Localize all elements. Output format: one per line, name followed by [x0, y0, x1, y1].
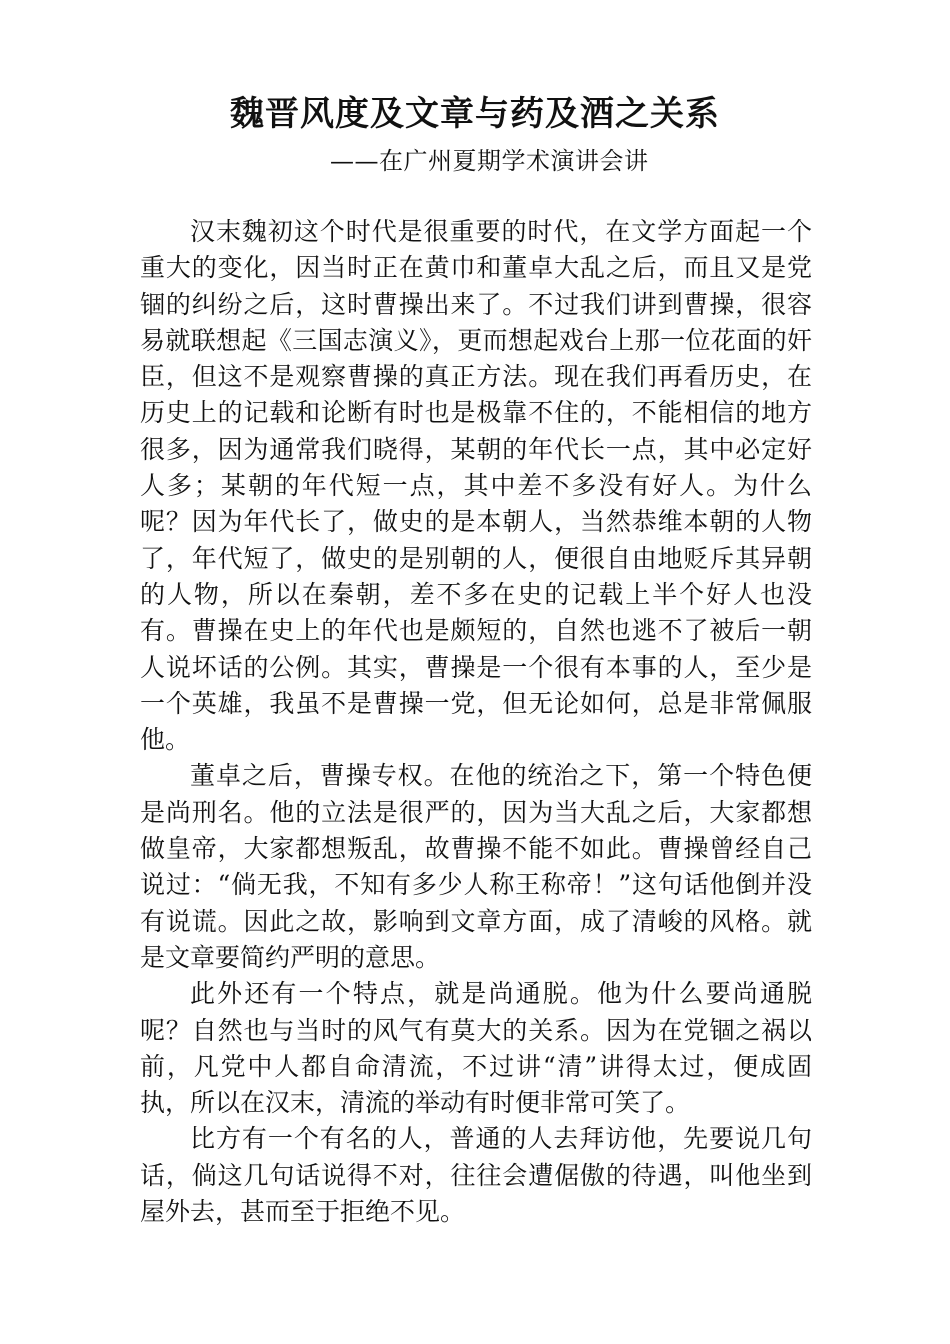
paragraph: 比方有一个有名的人，普通的人去拜访他，先要说几句话，倘这几句话说得不对，往往会遭倨傲的待遇，叫他坐到屋外去，甚而至于拒绝不见。: [140, 1124, 812, 1227]
paragraph: 汉末魏初这个时代是很重要的时代，在文学方面起一个重大的变化，因当时正在黄巾和董卓大乱之后，而且又是党锢的纠纷之后，这时曹操出来了。不过我们讲到曹操，很容易就联想起《三国志演义》，更而想起戏台上那一位花面的奸臣，但这不是观察曹操的真正方法。现在我们再看历史，在历史上的记载和论断有时也是极靠不住的，不能相信的地方很多，因为通常我们晓得，某朝的年代长一点，其中必定好人多；某朝的年代短一点，其中差不多没有好人。为什么呢？因为年代长了，做史的是本朝人，当然恭维本朝的人物了，年代短了，做史的是别朝的人，便很自由地贬斥其异朝的人物，所以在秦朝，差不多在史的记载上半个好人也没有。曹操在史上的年代也是颇短的，自然也逃不了被后一朝人说坏话的公例。其实，曹操是一个很有本事的人，至少是一个英雄，我虽不是曹操一党，但无论如何，总是非常佩服他。: [140, 217, 812, 755]
document-title: 魏晋风度及文章与药及酒之关系: [230, 94, 720, 134]
document-subtitle: ——在广州夏期学术演讲会讲: [330, 147, 649, 175]
paragraph: 此外还有一个特点，就是尚通脱。他为什么要尚通脱呢？自然也与当时的风气有莫大的关系。因为在党锢之祸以前，凡党中人都自命清流，不过讲“清”讲得太过，便成固执，所以在汉末，清流的举动有时便非常可笑了。: [140, 979, 812, 1118]
paragraph: 董卓之后，曹操专权。在他的统治之下，第一个特色便是尚刑名。他的立法是很严的，因为当大乱之后，大家都想做皇帝，大家都想叛乱，故曹操不能不如此。曹操曾经自己说过：“倘无我，不知有多少人称王称帝！”这句话他倒并没有说谎。因此之故，影响到文章方面，成了清峻的风格。就是文章要简约严明的意思。: [140, 761, 812, 972]
document-body: [140, 214, 812, 1230]
